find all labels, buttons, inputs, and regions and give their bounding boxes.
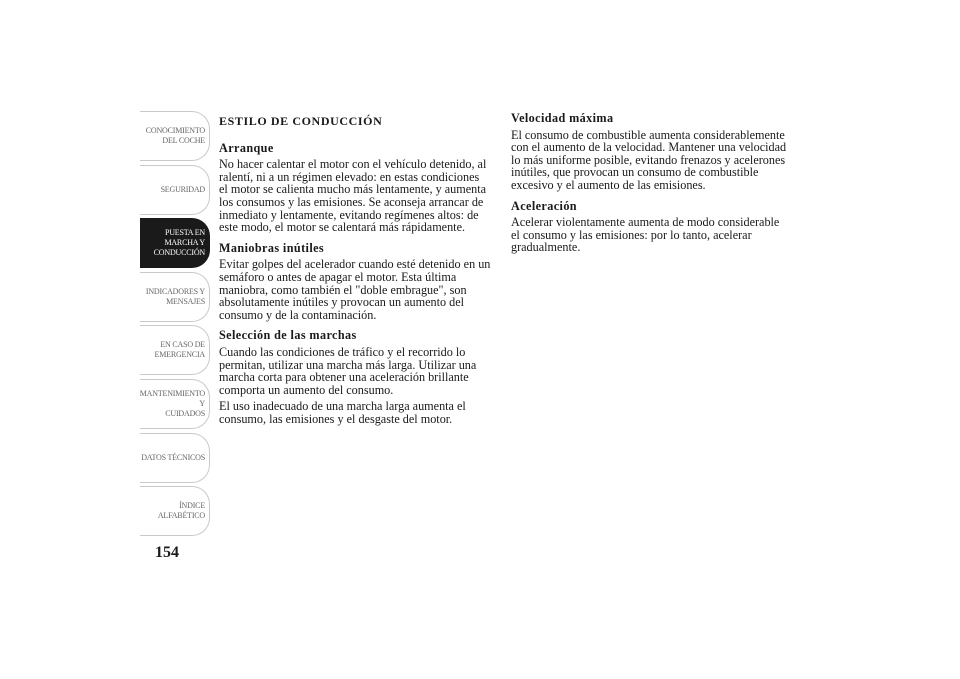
section-arranque [219, 142, 491, 234]
page-title: ESTILO DE CONDUCCIÓN [219, 114, 383, 128]
paragraph: El uso inadecuado de una marcha larga aumenta el consumo, las emisiones y el desgaste del motor. [219, 399, 466, 426]
tab-label: INDICADORES Y MENSAJES [145, 286, 205, 306]
section-heading: Selección de las marchas [219, 328, 357, 343]
chapter-tabs [140, 111, 210, 540]
tab-mantenimiento-y-cuidados[interactable] [140, 379, 210, 429]
section-heading: Arranque [219, 140, 274, 155]
section-heading: Maniobras inútiles [219, 240, 325, 255]
tab-label: CONOCIMIENTO DEL COCHE [145, 126, 205, 145]
left-column [219, 112, 491, 433]
paragraph: No hacer calentar el motor con el vehículo detenido, al ralentí, ni a un régimen elevado: en estas condiciones el motor se calienta mucho más lentamente, y aumenta los consumos y las emisiones. Se aconseja arrancar de inmediato y lentamente, evitando regímenes altos: de este modo, el motor se calentará más rápidamente. [219, 157, 487, 235]
section-heading: Aceleración [511, 198, 577, 213]
section-velocidad-maxima [511, 112, 791, 192]
section-seleccion-marchas [219, 329, 491, 425]
page-number: 154 [155, 544, 179, 561]
tab-puesta-en-marcha[interactable] [140, 218, 210, 268]
paragraph: Cuando las condiciones de tráfico y el recorrido lo permitan, utilizar una marcha más larga. Utilizar una marcha corta para obtener una aceleración brillante comporta un aumento del consumo. [219, 344, 477, 397]
tab-label: EN CASO DE EMERGENCIA [154, 340, 205, 360]
tab-label: ÍNDICE ALFABÉTICO [157, 501, 205, 521]
section-heading: Velocidad máxima [511, 111, 614, 125]
section-maniobras-inutiles [219, 242, 491, 322]
paragraph: Evitar golpes del acelerador cuando esté detenido en un semáforo o antes de apagar el motor. Esta última maniobra, como también el "doble embrague", son absolutamente inútiles y provocan un aumento del consumo y de la contaminación. [219, 257, 491, 322]
tab-label: MANTENIMIENTO Y CUIDADOS [139, 388, 205, 418]
section-aceleracion [511, 200, 791, 254]
tab-en-caso-de-emergencia[interactable] [140, 325, 210, 375]
tab-label: SEGURIDAD [160, 184, 205, 194]
tab-label: PUESTA EN MARCHA Y CONDUCCIÓN [153, 228, 205, 258]
tab-seguridad[interactable] [140, 165, 210, 215]
tab-conocimiento-del-coche[interactable] [140, 111, 210, 161]
tab-indicadores-y-mensajes[interactable] [140, 272, 210, 322]
tab-label: DATOS TÉCNICOS [141, 452, 205, 462]
right-column [511, 112, 791, 262]
tab-indice-alfabetico[interactable] [140, 486, 210, 536]
paragraph: Acelerar violentamente aumenta de modo considerable el consumo y las emisiones: por lo tanto, acelerar gradualmente. [511, 215, 780, 255]
paragraph: El consumo de combustible aumenta considerablemente con el aumento de la velocidad. Mantener una velocidad lo más uniforme posible, evitando frenazos y acelerones inútiles, que provocan un consumo de combustible excesivo y el aumento de las emisiones. [511, 127, 787, 192]
tab-datos-tecnicos[interactable] [140, 433, 210, 483]
